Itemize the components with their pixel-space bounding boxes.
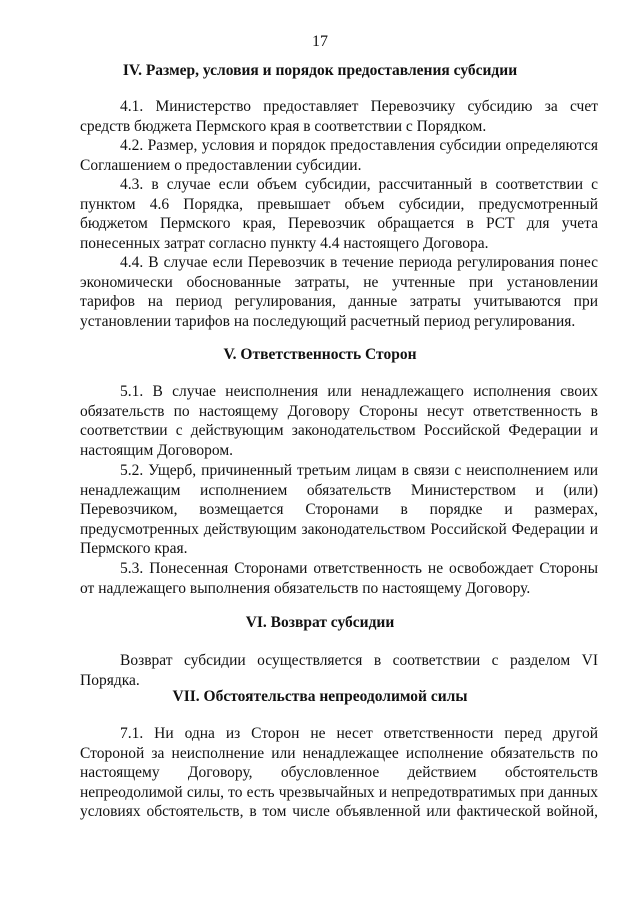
paragraph-5-3: 5.3. Понесенная Сторонами ответственность не освобождает Стороны от надлежащего выполнения обязательств по настоящему Договору. xyxy=(80,560,598,597)
section-heading-iv: IV. Размер, условия и порядок предоставления субсидии xyxy=(122,62,518,79)
section-heading-vi: VI. Возврат субсидии xyxy=(245,614,395,631)
paragraph-7-1: 7.1. Ни одна из Сторон не несет ответственности перед другой Стороной за неисполнение или ненадлежащее исполнение обязательств по настоящему Договору, обусловленное действием обстоятельств непреодолимой силы, то есть чрезвычайных и непредотвратимых при данных условиях обстоятельств, в том числе объявленной или фактической войной, xyxy=(80,725,598,820)
paragraph-4-4: 4.4. В случае если Перевозчик в течение периода регулирования понес экономически обоснованные затраты, не учтенные при установлении тарифов на период регулирования, данные затраты учитываются при установлении тарифов на последующий расчетный период регулирования. xyxy=(80,254,598,330)
paragraph-6: Возврат субсидии осуществляется в соответствии с разделом VI Порядка. xyxy=(80,652,598,689)
section-heading-v: V. Ответственность Сторон xyxy=(223,346,417,363)
paragraph-5-2: 5.2. Ущерб, причиненный третьим лицам в связи с неисполнением или ненадлежащим исполнением обязательств Министерством и (или) Перевозчиком, возмещается Сторонами в порядке и размерах, предусмотренных действующим законодательством Российской Федерации и Пермского края. xyxy=(80,462,598,557)
paragraph-4-3: 4.3. в случае если объем субсидии, рассчитанный в соответствии с пунктом 4.6 Порядка, превышает объем субсидии, предусмотренный бюджетом Пермского края, Перевозчик обращается в РСТ для учета понесенных затрат согласно пункту 4.4 настоящего Договора. xyxy=(80,176,598,252)
paragraph-4-2: 4.2. Размер, условия и порядок предоставления субсидии определяются Соглашением о предоставлении субсидии. xyxy=(80,137,598,174)
paragraph-5-1: 5.1. В случае неисполнения или ненадлежащего исполнения своих обязательств по настоящему Договору Стороны несут ответственность в соответствии с действующим законодательством Российской Федерации и настоящим Договором. xyxy=(80,383,598,459)
page-number: 17 xyxy=(312,33,328,50)
section-heading-vii: VII. Обстоятельства непреодолимой силы xyxy=(172,688,468,705)
paragraph-4-1: 4.1. Министерство предоставляет Перевозчику субсидию за счет средств бюджета Пермского края в соответствии с Порядком. xyxy=(80,98,598,135)
